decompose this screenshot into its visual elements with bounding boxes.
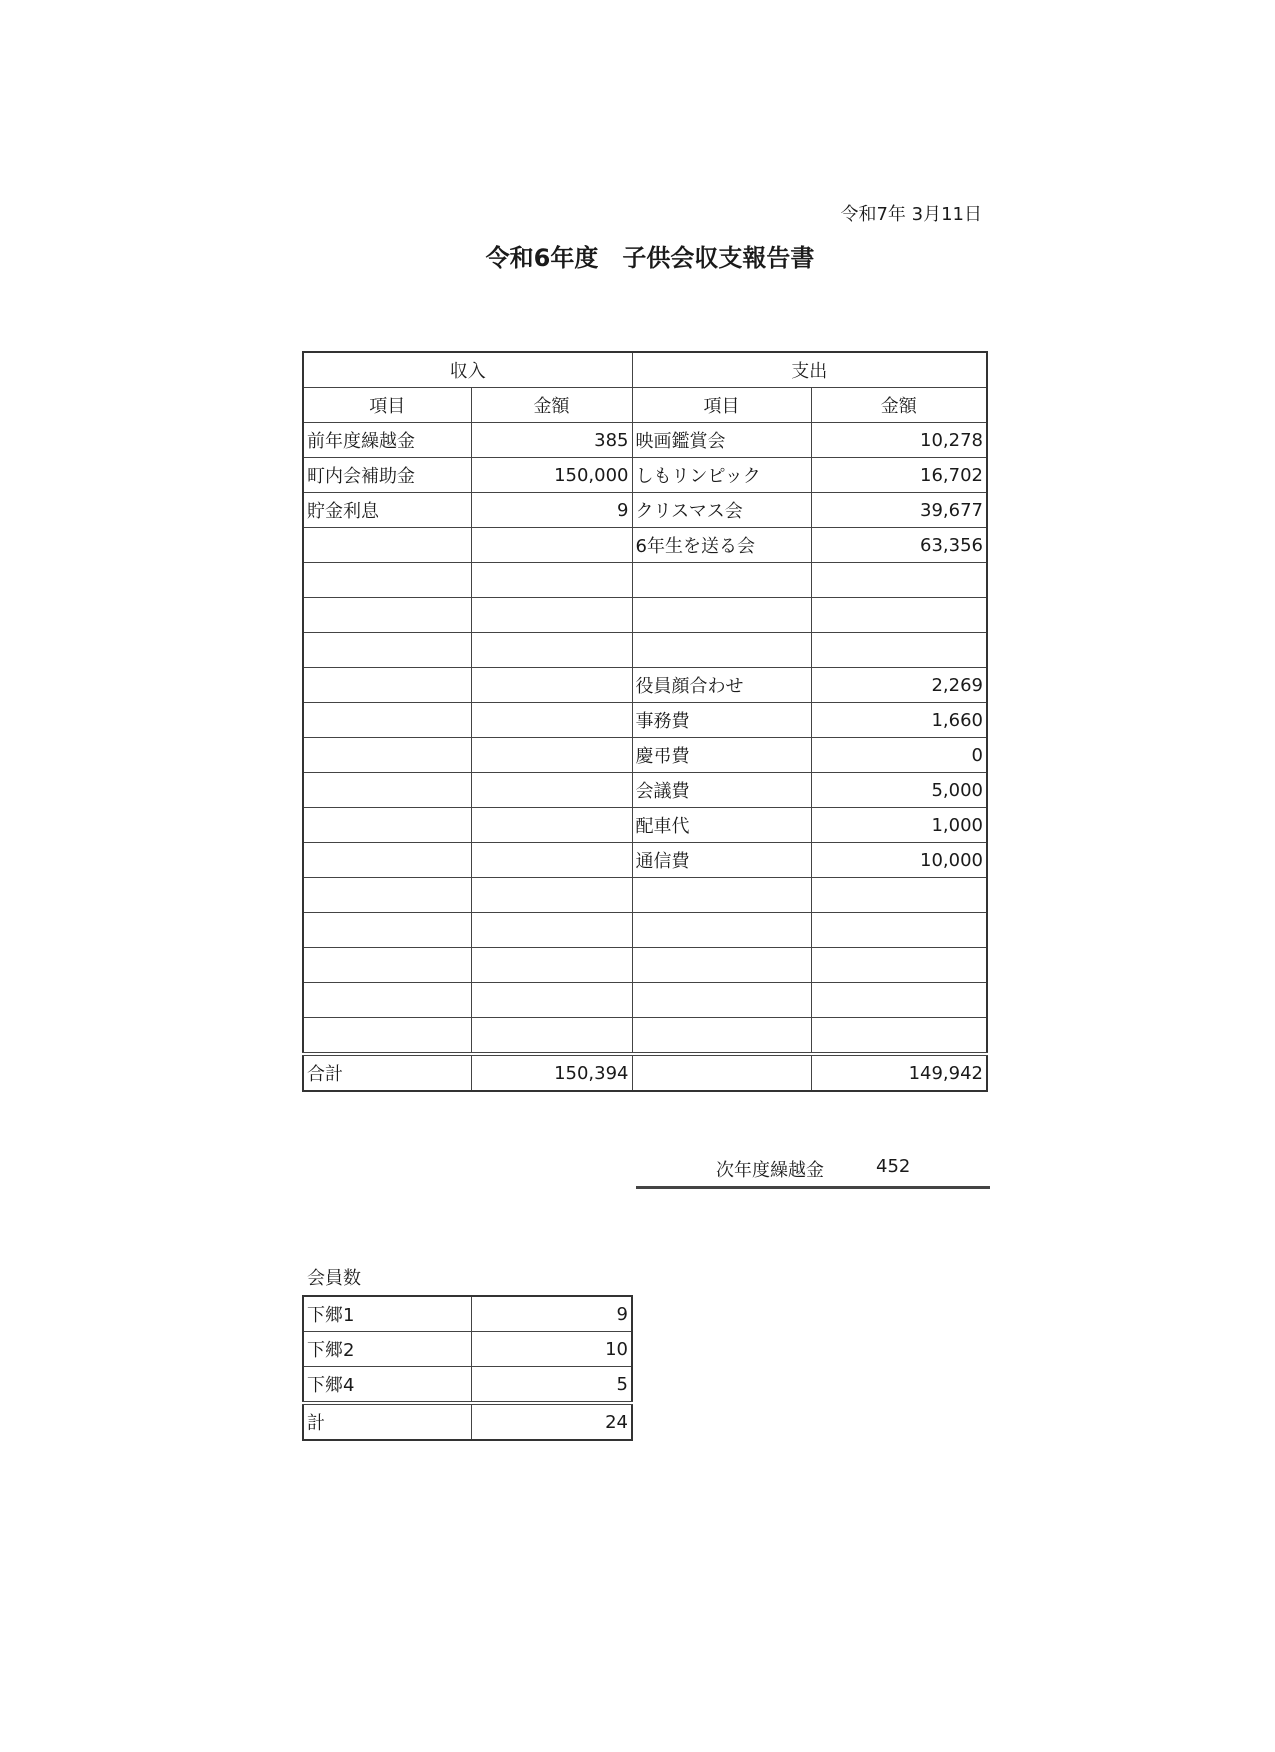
expense-amount-cell <box>811 983 987 1018</box>
carryover-line <box>636 1150 990 1189</box>
income-item-cell: 町内会補助金 <box>303 458 471 493</box>
expense-amount-cell: 5,000 <box>811 773 987 808</box>
ledger-total-row <box>303 1054 987 1091</box>
income-amount-cell <box>471 913 632 948</box>
expense-amount-cell <box>811 598 987 633</box>
members-total: 24 <box>471 1403 632 1440</box>
member-count: 9 <box>471 1296 632 1332</box>
expense-item-cell: 役員顔合わせ <box>632 668 811 703</box>
ledger-row <box>303 808 987 843</box>
ledger-row <box>303 423 987 458</box>
expense-amount-cell: 2,269 <box>811 668 987 703</box>
income-amount-cell <box>471 703 632 738</box>
ledger-row <box>303 738 987 773</box>
income-amount-cell <box>471 598 632 633</box>
member-name: 下郷4 <box>303 1367 471 1404</box>
expense-amount-cell: 16,702 <box>811 458 987 493</box>
income-amount-cell <box>471 808 632 843</box>
expense-amount-cell: 63,356 <box>811 528 987 563</box>
total-label: 合計 <box>303 1054 471 1091</box>
income-amount-cell <box>471 528 632 563</box>
expense-amount-cell: 10,278 <box>811 423 987 458</box>
expense-item-cell: 映画鑑賞会 <box>632 423 811 458</box>
expense-item-cell: 慶弔費 <box>632 738 811 773</box>
expense-item-header: 項目 <box>632 388 811 423</box>
income-item-cell <box>303 703 471 738</box>
ledger-row <box>303 563 987 598</box>
expense-item-cell: しもリンピック <box>632 458 811 493</box>
expense-item-cell <box>632 948 811 983</box>
expense-item-cell: 配車代 <box>632 808 811 843</box>
expense-item-cell: 会議費 <box>632 773 811 808</box>
income-item-cell <box>303 633 471 668</box>
income-item-cell <box>303 913 471 948</box>
income-amount-cell <box>471 738 632 773</box>
income-item-cell <box>303 563 471 598</box>
section-header-row <box>303 352 987 388</box>
income-amount-header: 金額 <box>471 388 632 423</box>
income-total: 150,394 <box>471 1054 632 1091</box>
expense-item-cell <box>632 598 811 633</box>
members-total-row <box>303 1403 632 1440</box>
income-item-cell <box>303 808 471 843</box>
expense-amount-cell <box>811 948 987 983</box>
income-item-cell <box>303 1018 471 1055</box>
income-amount-cell <box>471 1018 632 1055</box>
ledger-row <box>303 1018 987 1055</box>
members-caption: 会員数 <box>307 1268 361 1289</box>
ledger-row <box>303 983 987 1018</box>
income-amount-cell: 385 <box>471 423 632 458</box>
income-item-header: 項目 <box>303 388 471 423</box>
ledger-row <box>303 913 987 948</box>
report-date: 令和7年 3月11日 <box>840 204 982 225</box>
member-count: 10 <box>471 1332 632 1367</box>
member-row <box>303 1332 632 1367</box>
expense-amount-cell: 1,660 <box>811 703 987 738</box>
income-amount-cell <box>471 563 632 598</box>
expense-item-cell <box>632 563 811 598</box>
income-amount-cell <box>471 983 632 1018</box>
column-header-row <box>303 388 987 423</box>
expense-amount-cell <box>811 1018 987 1055</box>
income-item-cell <box>303 773 471 808</box>
members-table <box>302 1295 633 1441</box>
expense-item-cell: クリスマス会 <box>632 493 811 528</box>
income-item-cell: 貯金利息 <box>303 493 471 528</box>
income-amount-cell: 150,000 <box>471 458 632 493</box>
expense-amount-cell: 1,000 <box>811 808 987 843</box>
member-name: 下郷1 <box>303 1296 471 1332</box>
income-header: 収入 <box>303 352 632 388</box>
expense-item-cell: 6年生を送る会 <box>632 528 811 563</box>
income-amount-cell <box>471 668 632 703</box>
income-item-cell: 前年度繰越金 <box>303 423 471 458</box>
expense-amount-cell: 10,000 <box>811 843 987 878</box>
expense-item-cell: 事務費 <box>632 703 811 738</box>
ledger-row <box>303 948 987 983</box>
income-amount-cell <box>471 773 632 808</box>
ledger-row <box>303 458 987 493</box>
ledger-row <box>303 843 987 878</box>
ledger-row <box>303 773 987 808</box>
member-row <box>303 1296 632 1332</box>
expense-item-cell <box>632 913 811 948</box>
members-total-label: 計 <box>303 1403 471 1440</box>
income-item-cell <box>303 528 471 563</box>
expense-amount-cell: 39,677 <box>811 493 987 528</box>
expense-amount-header: 金額 <box>811 388 987 423</box>
carryover-value: 452 <box>876 1156 911 1177</box>
income-item-cell <box>303 843 471 878</box>
expense-item-cell <box>632 633 811 668</box>
expense-total: 149,942 <box>811 1054 987 1091</box>
income-amount-cell <box>471 843 632 878</box>
member-name: 下郷2 <box>303 1332 471 1367</box>
income-item-cell <box>303 598 471 633</box>
ledger-row <box>303 493 987 528</box>
ledger-row <box>303 598 987 633</box>
ledger-row <box>303 668 987 703</box>
ledger-row <box>303 528 987 563</box>
member-count: 5 <box>471 1367 632 1404</box>
ledger-row <box>303 878 987 913</box>
expense-amount-cell <box>811 878 987 913</box>
member-row <box>303 1367 632 1404</box>
expense-header: 支出 <box>632 352 987 388</box>
expense-amount-cell <box>811 563 987 598</box>
expense-item-cell <box>632 983 811 1018</box>
expense-amount-cell <box>811 913 987 948</box>
income-amount-cell <box>471 948 632 983</box>
income-amount-cell <box>471 878 632 913</box>
expense-total-blank <box>632 1054 811 1091</box>
income-item-cell <box>303 668 471 703</box>
carryover-label: 次年度繰越金 <box>716 1160 824 1181</box>
income-item-cell <box>303 948 471 983</box>
income-item-cell <box>303 878 471 913</box>
income-amount-cell: 9 <box>471 493 632 528</box>
ledger-row <box>303 703 987 738</box>
expense-amount-cell: 0 <box>811 738 987 773</box>
income-item-cell <box>303 738 471 773</box>
expense-item-cell <box>632 878 811 913</box>
expense-item-cell <box>632 1018 811 1055</box>
report-title: 令和6年度 子供会収支報告書 <box>485 244 815 272</box>
income-item-cell <box>303 983 471 1018</box>
income-expense-table <box>302 351 988 1092</box>
income-amount-cell <box>471 633 632 668</box>
expense-amount-cell <box>811 633 987 668</box>
ledger-row <box>303 633 987 668</box>
expense-item-cell: 通信費 <box>632 843 811 878</box>
